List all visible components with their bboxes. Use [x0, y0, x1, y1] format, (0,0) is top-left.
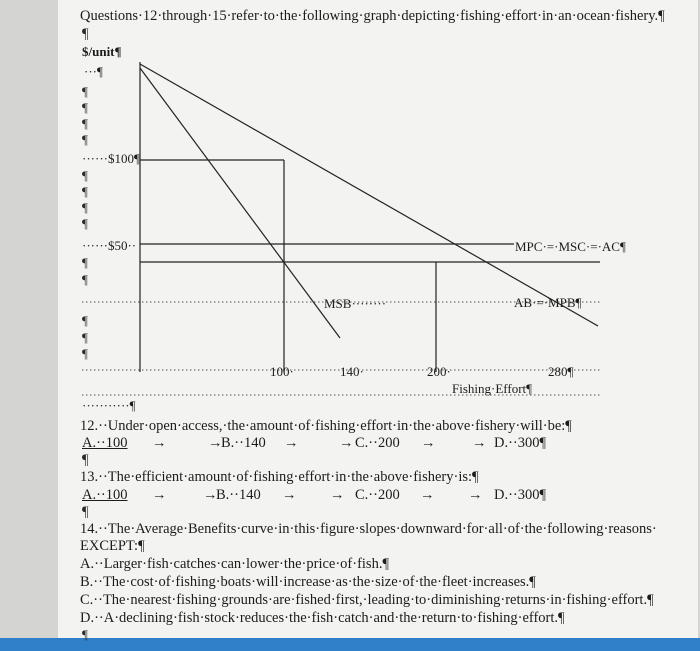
question-13-text: 13.··The·efficient·amount·of·fishing·effort·in·the·above·fishery·is:¶	[80, 469, 479, 485]
q14-option-a: A.··Larger·fish·catches·can·lower·the·price·of·fish.¶	[80, 556, 390, 572]
empty-paragraph-mark: ¶	[82, 452, 89, 468]
left-pilcrow: ¶	[82, 272, 88, 287]
empty-paragraph-mark: ¶	[82, 504, 89, 520]
q12-option-b: B.··140	[221, 435, 266, 451]
left-pilcrow: ¶	[82, 100, 88, 115]
price-label-50: ······$50··	[82, 238, 137, 253]
tab-arrow: →	[203, 487, 218, 503]
empty-paragraph-mark: ¶	[82, 627, 88, 642]
empty-paragraph-mark: ¶	[82, 26, 89, 42]
tab-arrow: →	[282, 487, 297, 503]
tab-arrow: →	[420, 487, 435, 503]
q12-option-d: D.··300¶	[494, 435, 547, 451]
msb-curve-line	[140, 68, 340, 338]
left-pilcrow: ¶	[82, 116, 88, 131]
question-14-text-except: EXCEPT:¶	[80, 538, 145, 554]
tab-arrow: →	[284, 435, 299, 451]
q13-option-b: B.··140	[216, 487, 261, 503]
tab-arrow: →	[152, 435, 167, 451]
q12-option-c: C.··200	[355, 435, 400, 451]
q13-option-c: C.··200	[355, 487, 400, 503]
ab-curve-line	[140, 64, 598, 326]
question-12-text: 12.··Under·open·access,·the·amount·of·fishing·effort·in·the·above·fishery·will·be:¶	[80, 418, 572, 434]
left-pilcrow: ¶	[82, 330, 88, 345]
tab-arrow: →	[468, 487, 483, 503]
tab-arrow: →	[152, 487, 167, 503]
left-pilcrow: ¶	[82, 216, 88, 231]
left-pilcrow: ¶	[82, 132, 88, 147]
q13-option-a: A.··100	[82, 487, 128, 503]
ab-curve-label: AB·=·MPB¶	[514, 295, 582, 310]
x-tick-200: 200·	[427, 364, 451, 379]
page-title: Questions·12·through·15·refer·to·the·following·graph·depicting·fishing·effort·in·an·ocean·fishery.¶	[80, 8, 665, 24]
q14-option-b: B.··The·cost·of·fishing·boats·will·increase·as·the·size·of·the·fleet·increases.¶	[80, 574, 536, 590]
x-tick-100: 100·	[270, 364, 294, 379]
tab-arrow: →	[421, 435, 436, 451]
price-label-100: ······$100¶	[82, 151, 140, 166]
y-axis-label: $/unit¶	[82, 44, 122, 59]
left-pilcrow: ¶	[82, 346, 88, 361]
bottom-line-mark: ···········¶	[82, 398, 136, 413]
q14-option-c: C.··The·nearest·fishing·grounds·are·fished·first,·leading·to·diminishing·returns·in·fishing·effort.¶	[80, 592, 654, 608]
left-pilcrow: ¶	[82, 184, 88, 199]
tab-arrow: →	[208, 435, 223, 451]
msb-curve-label: MSB········	[324, 296, 387, 311]
q12-option-a: A.··100	[82, 435, 128, 451]
left-pilcrow: ¶	[82, 313, 88, 328]
x-tick-280: 280¶	[548, 364, 574, 379]
q14-option-d: D.··A·declining·fish·stock·reduces·the·fish·catch·and·the·return·to·fishing·effort.¶	[80, 610, 565, 626]
tab-arrow: →	[472, 435, 487, 451]
left-pilcrow: ¶	[82, 168, 88, 183]
x-tick-140: 140·	[340, 364, 364, 379]
tab-arrow: →	[330, 487, 345, 503]
tab-arrow: →	[339, 435, 354, 451]
left-pilcrow: ¶	[82, 200, 88, 215]
y-axis-top-mark: ···¶	[84, 64, 103, 79]
mpc-curve-label: MPC·=·MSC·=·AC¶	[515, 239, 626, 254]
left-pilcrow: ¶	[82, 84, 88, 99]
x-axis-label: Fishing·Effort¶	[452, 381, 533, 396]
q13-option-d: D.··300¶	[494, 487, 547, 503]
question-14-text: 14.··The·Average·Benefits·curve·in·this·figure·slopes·downward·for·all·of·the·following·reasons·	[80, 521, 657, 537]
left-pilcrow: ¶	[82, 255, 88, 270]
